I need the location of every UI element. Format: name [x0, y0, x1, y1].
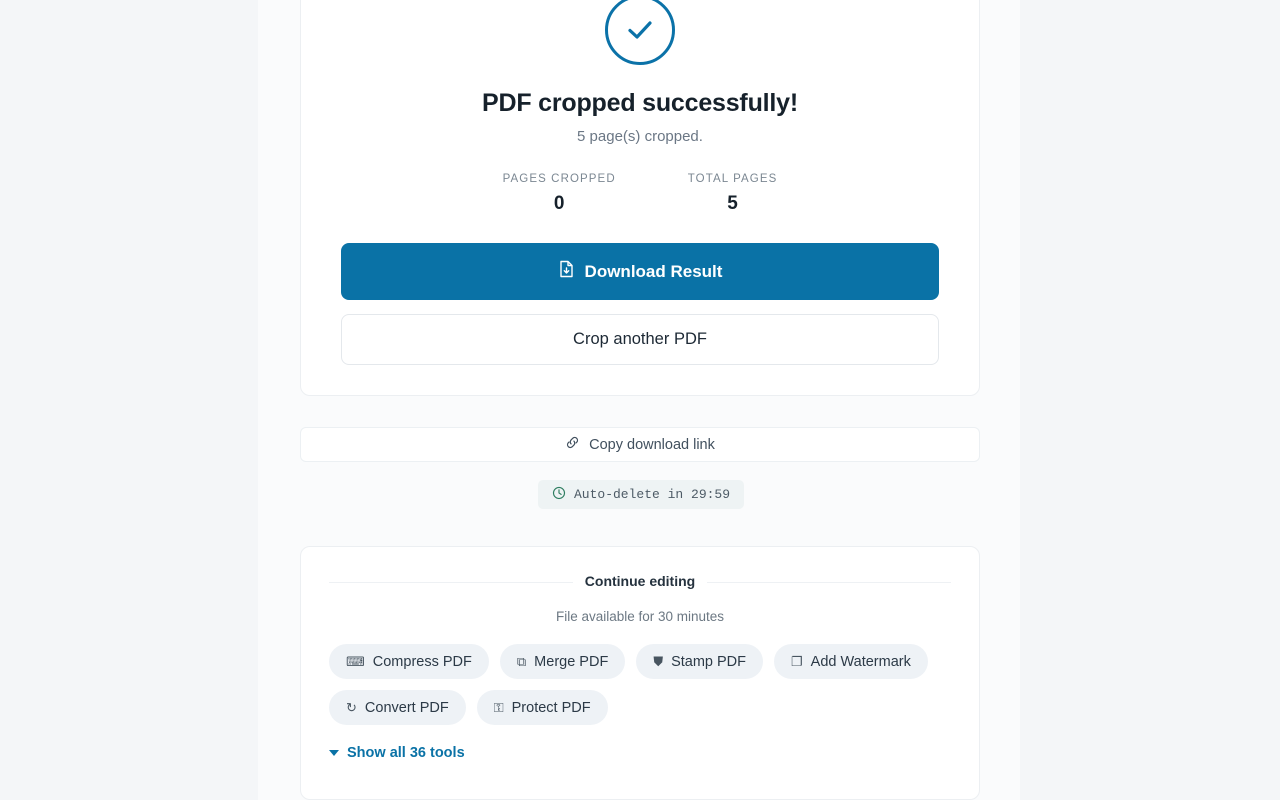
- stat-label: TOTAL PAGES: [687, 173, 778, 185]
- tool-chip-add-watermark[interactable]: [774, 644, 928, 679]
- merge-icon: ⧉: [516, 653, 527, 669]
- stat-label: PAGES CROPPED: [502, 173, 616, 185]
- tool-chip-protect-pdf[interactable]: [477, 690, 608, 725]
- tool-chip-convert-pdf[interactable]: [329, 690, 466, 725]
- left-gutter: [0, 0, 258, 800]
- stat-pages-cropped: [503, 173, 616, 215]
- check-circle-icon: [605, 0, 675, 65]
- download-result-button[interactable]: [341, 243, 939, 300]
- result-subtitle: 5 page(s) cropped.: [577, 128, 703, 145]
- tool-chip-merge-pdf[interactable]: [500, 644, 625, 679]
- chevron-down-icon: [329, 750, 339, 756]
- lock-icon: ⚿: [493, 699, 504, 715]
- tool-chip-label: Compress PDF: [372, 653, 472, 670]
- stamp-icon: ⛊: [653, 653, 664, 669]
- copy-download-link-label: Copy download link: [589, 436, 715, 453]
- clock-icon: [552, 486, 566, 504]
- continue-editing-card: [300, 546, 980, 800]
- continue-editing-label: Continue editing: [573, 573, 707, 589]
- tool-chip-label: Convert PDF: [364, 699, 449, 716]
- link-icon: [565, 435, 580, 454]
- tool-chip-label: Protect PDF: [511, 699, 591, 716]
- tool-chip-label: Merge PDF: [534, 653, 609, 670]
- crop-another-pdf-button[interactable]: [341, 314, 939, 365]
- tool-chip-stamp-pdf[interactable]: [636, 644, 763, 679]
- compress-icon: ⌨: [346, 653, 365, 669]
- result-card: [300, 0, 980, 396]
- download-result-label: Download Result: [584, 261, 723, 281]
- auto-delete-label: Auto-delete in 29:59: [574, 487, 731, 502]
- right-gutter: [1020, 0, 1280, 800]
- stat-value: 0: [553, 193, 565, 214]
- tool-chip-label: Stamp PDF: [671, 653, 747, 670]
- copy-download-link-button[interactable]: [300, 427, 980, 462]
- show-all-tools-label: Show all 36 tools: [347, 745, 465, 761]
- file-download-icon: [558, 260, 575, 283]
- content-column: [258, 0, 1020, 800]
- stat-value: 5: [727, 193, 738, 214]
- tool-chip-label: Add Watermark: [810, 653, 911, 670]
- tool-chip-list: [329, 644, 951, 725]
- file-availability-text: File available for 30 minutes: [555, 609, 725, 624]
- auto-delete-badge: [538, 480, 744, 509]
- stat-total-pages: [688, 173, 778, 215]
- show-all-tools-button[interactable]: [329, 745, 465, 761]
- continue-editing-heading: [329, 573, 951, 591]
- watermark-icon: ❐: [791, 653, 803, 669]
- stats-row: [341, 173, 939, 215]
- convert-icon: ↻: [346, 699, 357, 715]
- page-title: PDF cropped successfully!: [482, 89, 798, 117]
- crop-another-pdf-label: Crop another PDF: [573, 330, 707, 348]
- tool-chip-compress-pdf[interactable]: [329, 644, 489, 679]
